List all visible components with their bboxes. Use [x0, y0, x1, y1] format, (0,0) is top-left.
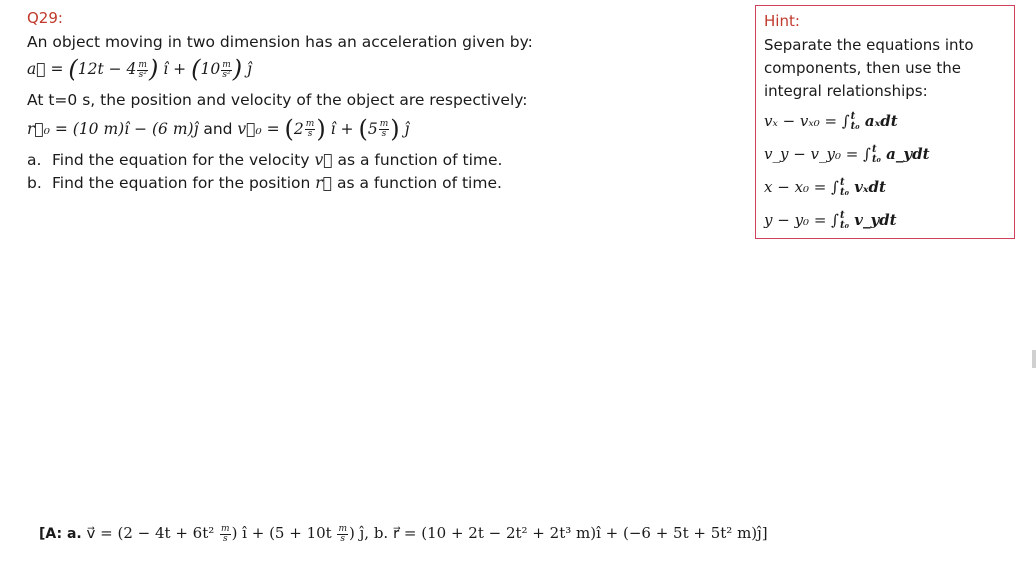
answer-part-a-2: ) î + (5 + 10t — [231, 524, 337, 542]
accel-lhs: a⃗ = — [27, 60, 69, 78]
answer-part-a-unit-2: $\frac{m}{s}$ — [338, 523, 348, 544]
acceleration-equation: a⃗ = (12t − 4 $\frac{m}{\text{s²}}$ ) î + (10 $\frac{m}{\text{s²}}$ ) ĵ — [27, 55, 252, 83]
item-b — [27, 174, 502, 192]
initial-conditions-text: At t=0 s, the position and velocity of the object are respectively: — [27, 91, 528, 109]
v0-y-component: 5 — [367, 120, 378, 138]
v0-lhs: v⃗₀ = — [237, 120, 285, 138]
item-b-text-pre: Find the equation for the position — [52, 174, 316, 192]
v0-ihat: î + — [325, 120, 359, 138]
r0-equation: r⃗₀ = (10 m)î − (6 m)ĵ — [27, 120, 199, 138]
v0-x-component: 2 — [293, 120, 304, 138]
hint-eq-x: x − x₀ = ∫ t t₀ vₓdt — [764, 177, 886, 198]
hint-equations — [764, 105, 1006, 237]
hint-text-line-3: integral relationships: — [764, 82, 928, 100]
answer-part-a-3: ) ĵ, — [349, 524, 374, 542]
answer-part-a-1: v⃗ = (2 − 4t + 6t² — [81, 524, 220, 542]
accel-y-unit: $\frac{m}{\text{s²}}$ — [222, 59, 231, 80]
accel-x-component: 12t − 4 — [77, 60, 137, 78]
answer-line — [39, 524, 768, 544]
v0-jhat: ĵ — [399, 120, 410, 138]
hint-eq-vx: vₓ − vₓ₀ = ∫ t t₀ aₓdt — [764, 111, 898, 132]
hint-box — [755, 5, 1015, 239]
answer-part-a-unit: $\frac{m}{s}$ — [221, 523, 230, 544]
item-a-symbol: v⃗ — [314, 151, 333, 169]
answer-label: [A: a. — [39, 526, 82, 542]
hint-text-line-2: components, then use the — [764, 59, 962, 77]
scrollbar-thumb[interactable] — [1032, 350, 1036, 368]
hint-eq-y: y − y₀ = ∫ t t₀ v_ydt — [764, 210, 897, 231]
item-a — [27, 151, 502, 169]
item-a-letter: a. — [27, 151, 42, 169]
initial-conditions-equation: r⃗₀ = (10 m)î − (6 m)ĵ and v⃗₀ = (2 $\frac{m}{s}$ ) î + (5 $\frac{m}{s}$ ) ĵ — [27, 115, 410, 143]
accel-jhat: ĵ — [242, 60, 252, 78]
v0-y-unit: $\frac{m}{s}$ — [379, 119, 389, 139]
question-number: Q29: — [27, 9, 63, 27]
hint-eq-vy: v_y − v_y₀ = ∫ t t₀ a_ydt — [764, 144, 930, 165]
accel-x-unit: $\frac{m}{\text{s²}}$ — [138, 59, 147, 80]
item-b-letter: b. — [27, 174, 42, 192]
item-b-symbol: r⃗ — [315, 174, 333, 192]
v0-x-unit: $\frac{m}{s}$ — [305, 119, 315, 139]
item-a-text-post: as a function of time. — [332, 151, 503, 169]
answer-part-b: b. r⃗ = (10 + 2t − 2t² + 2t³ m)î + (−6 + 5t + 5t² m)ĵ] — [373, 524, 768, 542]
hint-text-line-1: Separate the equations into — [764, 36, 974, 54]
and-text: and — [198, 120, 238, 138]
item-a-text-pre: Find the equation for the velocity — [52, 151, 315, 169]
hint-text — [764, 34, 1006, 103]
question-intro: An object moving in two dimension has an acceleration given by: — [27, 33, 533, 51]
accel-ihat: î + — [158, 60, 192, 78]
hint-title: Hint: — [764, 12, 800, 30]
accel-y-component: 10 — [200, 60, 221, 78]
item-b-text-post: as a function of time. — [332, 174, 502, 192]
